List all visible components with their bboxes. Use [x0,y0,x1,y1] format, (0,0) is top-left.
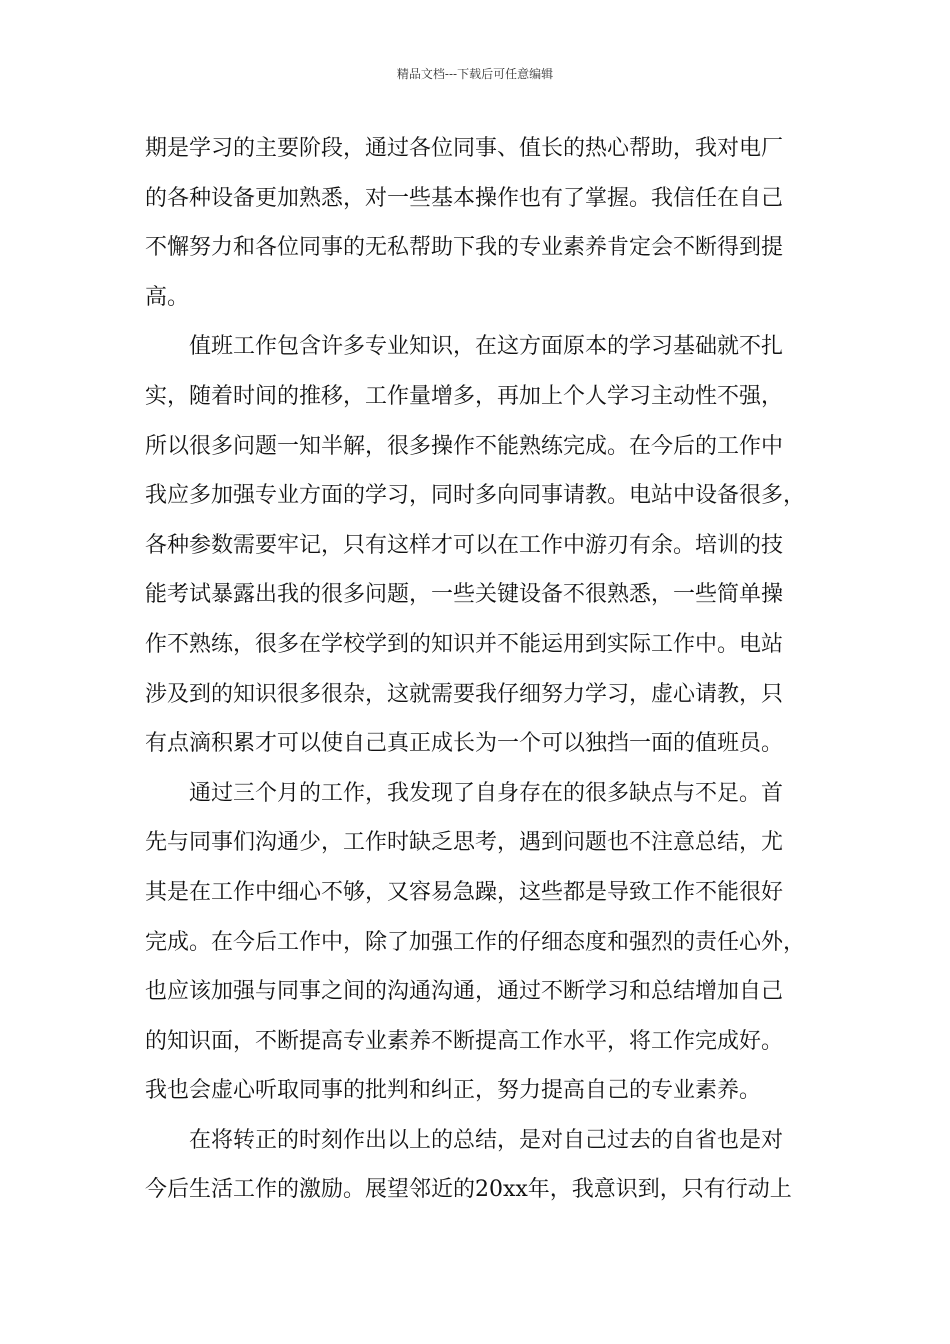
text-line: 作不熟练，很多在学校学到的知识并不能运用到实际工作中。电站 [145,631,784,657]
text-line: 其是在工作中细心不够，又容易急躁，这些都是导致工作不能很好 [145,879,784,905]
paragraph-1 [145,124,825,322]
document-body [145,124,825,1215]
text-line: 期是学习的主要阶段，通过各位同事、值长的热心帮助，我对电厂 [145,136,784,161]
text-line: 值班工作包含许多专业知识，在这方面原本的学习基础就不扎 [189,334,784,360]
text-line: 也应该加强与同事之间的沟通沟通，通过不断学习和总结增加自己 [145,979,784,1005]
text-line: 涉及到的知识很多很杂，这就需要我仔细努力学习，虚心请教，只 [145,681,784,707]
text-line: 我应多加强专业方面的学习，同时多向同事请教。电站中设备很多， [145,483,806,509]
text-line: 我也会虚心听取同事的批判和纠正，努力提高自己的专业素养。 [145,1078,762,1104]
text-line: 先与同事们沟通少，工作时缺乏思考，遇到问题也不注意总结，尤 [145,830,784,856]
paragraph-4 [145,1116,825,1215]
page-header: 精品文档---下载后可任意编辑 [396,67,554,81]
text-line: 有点滴积累才可以使自己真正成长为一个可以独挡一面的值班员。 [145,731,784,757]
text-line: 高。 [145,284,190,310]
paragraph-3 [145,769,825,1116]
text-line: 的知识面，不断提高专业素养不断提高工作水平，将工作完成好。 [145,1028,784,1054]
text-line: 不懈努力和各位同事的无私帮助下我的专业素养肯定会不断得到提 [145,235,784,261]
text-line: 今后生活工作的激励。展望邻近的20xx年，我意识到，只有行动上 [145,1177,792,1203]
text-line: 实，随着时间的推移，工作量增多，再加上个人学习主动性不强， [145,383,784,409]
text-line: 的各种设备更加熟悉，对一些基本操作也有了掌握。我信任在自己 [145,185,784,211]
paragraph-2 [145,322,825,768]
text-line: 各种参数需要牢记，只有这样才可以在工作中游刃有余。培训的技 [145,532,784,558]
text-line: 在将转正的时刻作出以上的总结，是对自己过去的自省也是对 [189,1127,784,1153]
text-line: 能考试暴露出我的很多问题，一些关键设备不很熟悉，一些简单操 [145,582,784,608]
text-line: 完成。在今后工作中，除了加强工作的仔细态度和强烈的责任心外， [145,929,806,955]
text-line: 所以很多问题一知半解，很多操作不能熟练完成。在今后的工作中 [145,433,784,459]
text-line: 通过三个月的工作，我发现了自身存在的很多缺点与不足。首 [189,780,784,806]
